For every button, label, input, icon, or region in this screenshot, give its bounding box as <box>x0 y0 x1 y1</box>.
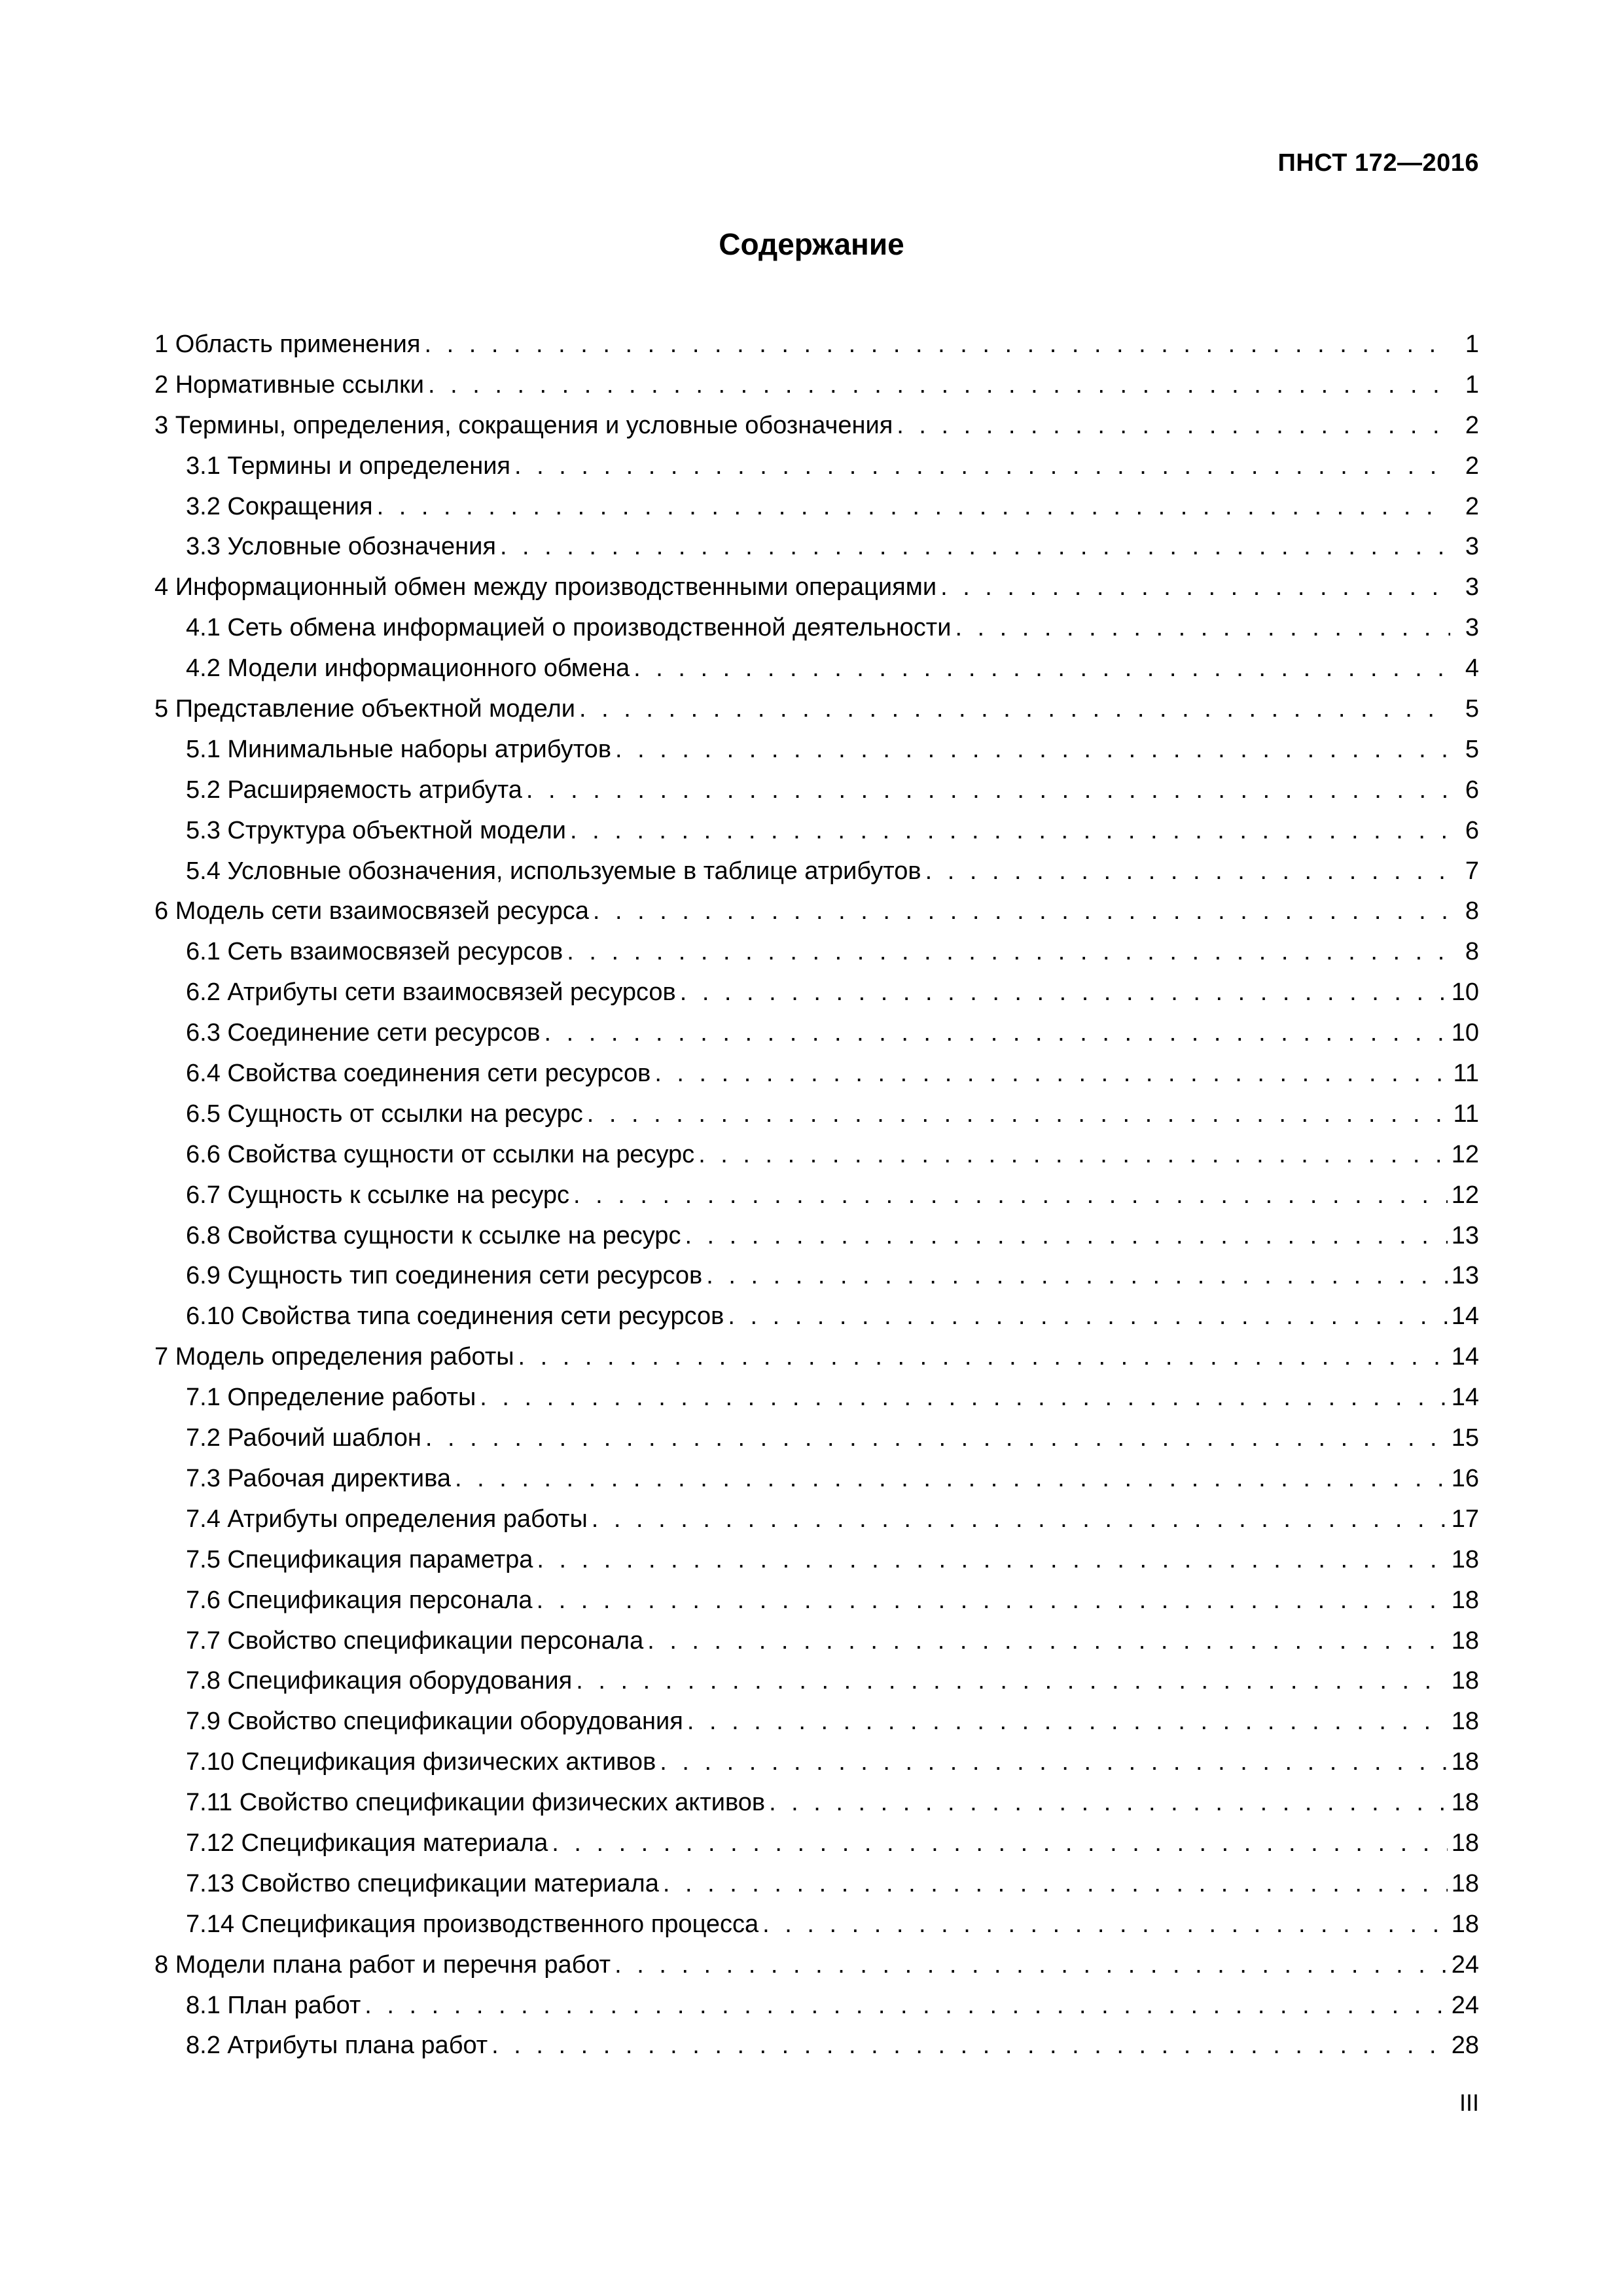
dot-leader <box>633 649 1450 689</box>
toc-entry[interactable] <box>154 1783 1479 1823</box>
toc-entry[interactable] <box>154 527 1479 567</box>
toc-entry-label: 2 Нормативные ссылки <box>154 370 424 399</box>
dot-leader <box>576 1661 1448 1702</box>
toc-entry[interactable] <box>154 1864 1479 1905</box>
toc-entry-label: 7.4 Атрибуты определения работы <box>186 1505 588 1533</box>
toc-entry-page: 14 <box>1451 1302 1479 1331</box>
table-of-contents <box>154 325 1479 2066</box>
toc-entry[interactable] <box>154 1905 1479 1945</box>
page-number: III <box>1459 2089 1479 2116</box>
toc-entry-label: 4 Информационный обмен между производственными операциями <box>154 573 937 601</box>
toc-entry[interactable] <box>154 1499 1479 1540</box>
toc-entry-label: 5.4 Условные обозначения, используемые в таблице атрибутов <box>186 857 921 885</box>
toc-entry[interactable] <box>154 325 1479 365</box>
toc-entry-label: 3.3 Условные обозначения <box>186 533 496 561</box>
toc-entry-page: 18 <box>1451 1869 1479 1897</box>
toc-entry[interactable] <box>154 406 1479 446</box>
dot-leader <box>552 1823 1448 1864</box>
dot-leader <box>762 1905 1448 1945</box>
toc-entry-page: 13 <box>1451 1262 1479 1290</box>
dot-leader <box>663 1864 1448 1905</box>
dot-leader <box>424 325 1450 365</box>
toc-entry-label: 4.1 Сеть обмена информацией о производственной деятельности <box>186 614 952 642</box>
toc-entry-page: 15 <box>1451 1424 1479 1452</box>
toc-entry[interactable] <box>154 1135 1479 1175</box>
dot-leader <box>514 446 1450 487</box>
dot-leader <box>579 689 1450 730</box>
page-title: Содержание <box>719 227 904 261</box>
toc-entry-label: 7.14 Спецификация производственного процесса <box>186 1910 759 1938</box>
toc-entry-page: 8 <box>1465 897 1479 925</box>
toc-entry[interactable] <box>154 1175 1479 1216</box>
dot-leader <box>518 1337 1448 1378</box>
toc-entry-page: 6 <box>1465 816 1479 844</box>
dot-leader <box>567 932 1450 973</box>
toc-entry[interactable] <box>154 1459 1479 1499</box>
toc-entry-label: 6.1 Сеть взаимосвязей ресурсов <box>186 938 563 966</box>
toc-entry-label: 7 Модель определения работы <box>154 1343 514 1371</box>
toc-entry-page: 5 <box>1465 695 1479 723</box>
toc-entry-page: 18 <box>1451 1910 1479 1938</box>
toc-entry-label: 7.3 Рабочая директива <box>186 1464 451 1492</box>
toc-entry-page: 2 <box>1465 411 1479 439</box>
dot-leader <box>654 1054 1449 1094</box>
toc-entry[interactable] <box>154 1540 1479 1581</box>
toc-entry-label: 8 Модели плана работ и перечня работ <box>154 1950 611 1979</box>
toc-entry-page: 18 <box>1451 1829 1479 1857</box>
toc-entry[interactable] <box>154 1945 1479 1986</box>
dot-leader <box>687 1702 1448 1742</box>
toc-entry[interactable] <box>154 1581 1479 1621</box>
dot-leader <box>537 1540 1447 1581</box>
toc-entry-page: 1 <box>1465 370 1479 399</box>
dot-leader <box>685 1216 1447 1257</box>
toc-entry-page: 18 <box>1451 1586 1479 1614</box>
toc-entry-page: 8 <box>1465 938 1479 966</box>
toc-entry-label: 6.3 Соединение сети ресурсов <box>186 1019 541 1047</box>
toc-entry-page: 24 <box>1451 1991 1479 2019</box>
toc-entry-label: 7.10 Спецификация физических активов <box>186 1748 656 1776</box>
dot-leader <box>480 1378 1447 1418</box>
dot-leader <box>592 1499 1448 1540</box>
toc-entry-label: 7.8 Спецификация оборудования <box>186 1667 573 1695</box>
dot-leader <box>706 1256 1447 1297</box>
toc-entry-label: 7.11 Свойство спецификации физических активов <box>186 1789 766 1817</box>
toc-entry-page: 18 <box>1451 1667 1479 1695</box>
toc-entry[interactable] <box>154 730 1479 770</box>
toc-entry-page: 2 <box>1465 452 1479 480</box>
toc-entry-page: 6 <box>1465 776 1479 804</box>
toc-entry-label: 7.2 Рабочий шаблон <box>186 1424 421 1452</box>
dot-leader <box>660 1742 1447 1783</box>
toc-entry-label: 6.9 Сущность тип соединения сети ресурсов <box>186 1262 703 1290</box>
toc-entry-page: 18 <box>1451 1748 1479 1776</box>
dot-leader <box>955 608 1450 649</box>
toc-entry-label: 5 Представление объектной модели <box>154 695 575 723</box>
dot-leader <box>897 406 1450 446</box>
dot-leader <box>491 2026 1448 2066</box>
dot-leader <box>615 1945 1448 1986</box>
toc-entry-page: 3 <box>1465 614 1479 642</box>
toc-entry[interactable] <box>154 891 1479 932</box>
toc-entry[interactable] <box>154 1297 1479 1337</box>
dot-leader <box>925 852 1450 892</box>
toc-entry[interactable] <box>154 2026 1479 2066</box>
toc-entry-page: 18 <box>1451 1626 1479 1655</box>
toc-entry-page: 2 <box>1465 492 1479 520</box>
toc-entry[interactable] <box>154 1013 1479 1054</box>
dot-leader <box>500 527 1450 567</box>
dot-leader <box>537 1581 1448 1621</box>
toc-entry-label: 3 Термины, определения, сокращения и условные обозначения <box>154 411 893 439</box>
toc-entry[interactable] <box>154 1216 1479 1257</box>
dot-leader <box>573 1175 1448 1216</box>
dot-leader <box>940 567 1450 608</box>
dot-leader <box>769 1783 1448 1823</box>
toc-entry[interactable] <box>154 1418 1479 1459</box>
toc-entry-page: 28 <box>1451 2032 1479 2060</box>
toc-entry-label: 5.2 Расширяемость атрибута <box>186 776 522 804</box>
toc-entry[interactable] <box>154 973 1479 1013</box>
document-code: ПНСТ 172—2016 <box>1277 149 1479 177</box>
toc-entry-label: 7.12 Спецификация материала <box>186 1829 548 1857</box>
toc-entry[interactable] <box>154 689 1479 730</box>
toc-entry-page: 3 <box>1465 573 1479 601</box>
toc-entry[interactable] <box>154 811 1479 852</box>
toc-entry-page: 18 <box>1451 1545 1479 1573</box>
toc-entry[interactable] <box>154 1337 1479 1378</box>
toc-entry[interactable] <box>154 567 1479 608</box>
dot-leader <box>526 770 1450 811</box>
toc-entry[interactable] <box>154 932 1479 973</box>
toc-entry-page: 10 <box>1451 978 1479 1007</box>
toc-entry[interactable] <box>154 1986 1479 2026</box>
toc-entry-page: 5 <box>1465 735 1479 763</box>
dot-leader <box>728 1297 1447 1337</box>
toc-entry[interactable] <box>154 1742 1479 1783</box>
toc-entry[interactable] <box>154 1621 1479 1662</box>
dot-leader <box>587 1094 1450 1135</box>
toc-entry-label: 6.7 Сущность к ссылке на ресурс <box>186 1181 570 1209</box>
toc-entry-page: 11 <box>1453 1100 1479 1128</box>
toc-entry-page: 13 <box>1451 1221 1479 1249</box>
toc-entry-label: 5.3 Структура объектной модели <box>186 816 566 844</box>
toc-entry[interactable] <box>154 446 1479 487</box>
toc-entry[interactable] <box>154 1094 1479 1135</box>
toc-entry-page: 24 <box>1451 1950 1479 1979</box>
toc-entry[interactable] <box>154 365 1479 406</box>
dot-leader <box>593 891 1450 932</box>
toc-entry-label: 6.2 Атрибуты сети взаимосвязей ресурсов <box>186 978 676 1007</box>
toc-entry[interactable] <box>154 1378 1479 1418</box>
toc-entry[interactable] <box>154 1256 1479 1297</box>
toc-entry-label: 5.1 Минимальные наборы атрибутов <box>186 735 612 763</box>
toc-entry-label: 3.1 Термины и определения <box>186 452 511 480</box>
dot-leader <box>680 973 1448 1013</box>
toc-entry-label: 7.9 Свойство спецификации оборудования <box>186 1708 683 1736</box>
dot-leader <box>647 1621 1448 1662</box>
toc-entry-page: 16 <box>1451 1464 1479 1492</box>
toc-entry[interactable] <box>154 487 1479 528</box>
toc-entry[interactable] <box>154 770 1479 811</box>
toc-entry-page: 18 <box>1451 1789 1479 1817</box>
toc-entry-label: 6 Модель сети взаимосвязей ресурса <box>154 897 589 925</box>
dot-leader <box>570 811 1450 852</box>
toc-entry-page: 14 <box>1451 1343 1479 1371</box>
dot-leader <box>365 1986 1447 2026</box>
toc-entry-label: 6.8 Свойства сущности к ссылке на ресурс <box>186 1221 681 1249</box>
toc-entry-label: 8.1 План работ <box>186 1991 361 2019</box>
dot-leader <box>377 487 1450 528</box>
toc-entry-label: 8.2 Атрибуты плана работ <box>186 2032 488 2060</box>
toc-entry-label: 7.7 Свойство спецификации персонала <box>186 1626 644 1655</box>
dot-leader <box>544 1013 1447 1054</box>
toc-entry[interactable] <box>154 1702 1479 1742</box>
toc-entry-label: 7.6 Спецификация персонала <box>186 1586 533 1614</box>
dot-leader <box>698 1135 1448 1175</box>
dot-leader <box>425 1418 1448 1459</box>
toc-entry-page: 17 <box>1451 1505 1479 1533</box>
toc-entry[interactable] <box>154 1661 1479 1702</box>
toc-entry[interactable] <box>154 1054 1479 1094</box>
dot-leader <box>615 730 1450 770</box>
toc-entry-page: 18 <box>1451 1708 1479 1736</box>
toc-entry-label: 6.10 Свойства типа соединения сети ресурсов <box>186 1302 724 1331</box>
toc-entry-page: 11 <box>1453 1060 1479 1088</box>
toc-entry-page: 10 <box>1451 1019 1479 1047</box>
dot-leader <box>455 1459 1448 1499</box>
toc-entry-label: 7.5 Спецификация параметра <box>186 1545 533 1573</box>
toc-entry-page: 12 <box>1451 1181 1479 1209</box>
toc-entry-label: 3.2 Сокращения <box>186 492 373 520</box>
toc-entry-label: 4.2 Модели информационного обмена <box>186 655 630 683</box>
toc-entry[interactable] <box>154 1823 1479 1864</box>
toc-entry[interactable] <box>154 608 1479 649</box>
toc-entry[interactable] <box>154 649 1479 689</box>
toc-entry-page: 12 <box>1451 1140 1479 1168</box>
toc-entry-label: 1 Область применения <box>154 331 421 358</box>
toc-entry-label: 6.4 Свойства соединения сети ресурсов <box>186 1060 651 1088</box>
toc-entry-page: 3 <box>1465 533 1479 561</box>
toc-entry-label: 6.6 Свойства сущности от ссылки на ресурс <box>186 1140 695 1168</box>
toc-entry-label: 7.1 Определение работы <box>186 1384 476 1412</box>
dot-leader <box>428 365 1450 406</box>
toc-entry-page: 4 <box>1465 655 1479 683</box>
toc-entry[interactable] <box>154 852 1479 892</box>
toc-entry-page: 7 <box>1465 857 1479 885</box>
toc-entry-page: 14 <box>1451 1384 1479 1412</box>
toc-entry-label: 7.13 Свойство спецификации материала <box>186 1869 659 1897</box>
toc-entry-label: 6.5 Сущность от ссылки на ресурс <box>186 1100 583 1128</box>
toc-entry-page: 1 <box>1465 331 1479 358</box>
